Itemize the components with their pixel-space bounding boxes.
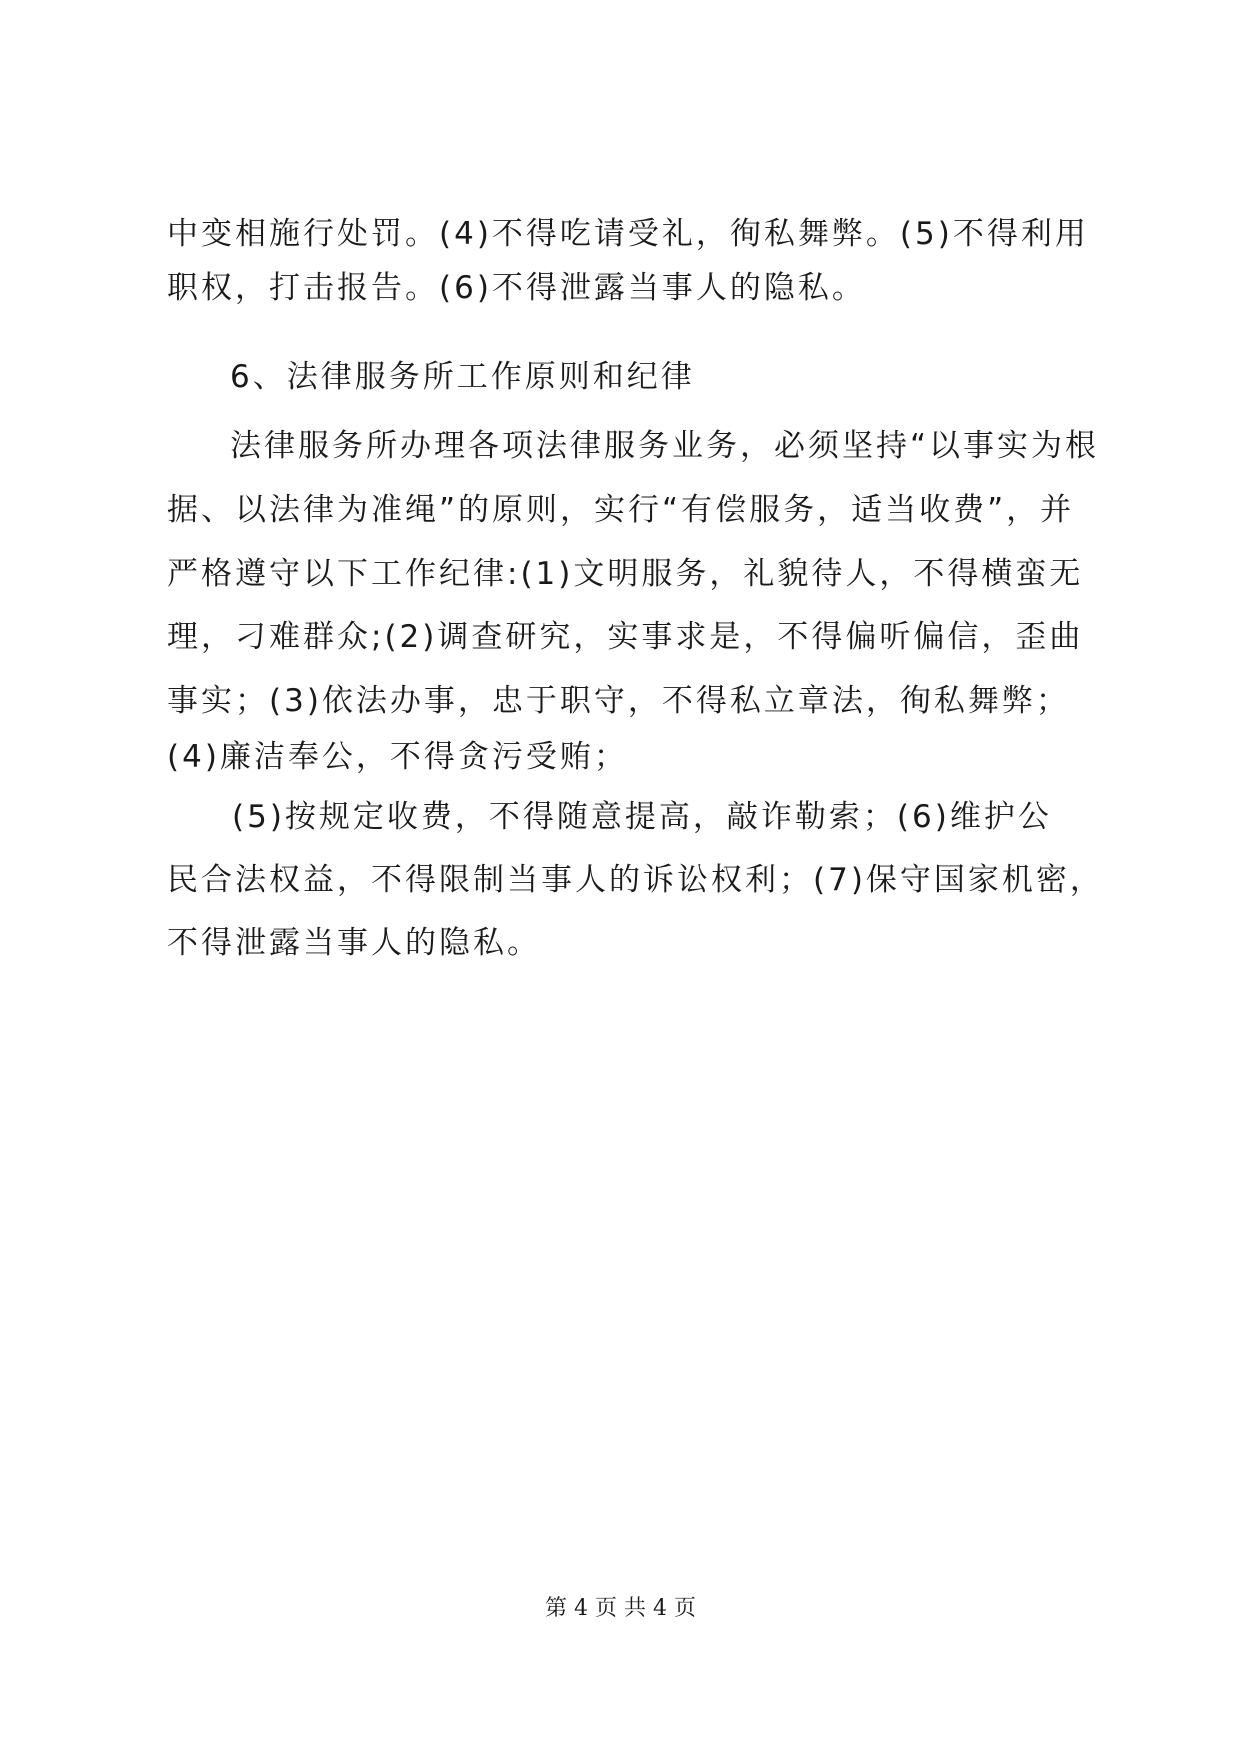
text-line: 事实；(3)依法办事，忠于职守，不得私立章法，徇私舞弊；: [167, 683, 1070, 719]
text-line: 中变相施行处罚。(4)不得吃请受礼，徇私舞弊。(5)不得利用: [167, 216, 1089, 252]
text-line: 理，刁难群众;(2)调查研究，实事求是，不得偏听偏信，歪曲: [167, 619, 1084, 655]
text-line: 据、以法律为准绳”的原则，实行“有偿服务，适当收费”，并: [167, 492, 1075, 528]
text-line: 不得泄露当事人的隐私。: [167, 925, 541, 961]
text-line: (5)按规定收费，不得随意提高，敲诈勒索；(6)维护公: [232, 799, 1052, 835]
page-number-footer: 第 4 页 共 4 页: [545, 1596, 696, 1621]
text-line: (4)廉洁奉公，不得贪污受贿；: [167, 739, 628, 775]
text-line: 严格遵守以下工作纪律:(1)文明服务，礼貌待人，不得横蛮无: [167, 556, 1084, 592]
text-line: 法律服务所办理各项法律服务业务，必须坚持“以事实为根: [230, 428, 1100, 464]
text-line: 职权，打击报告。(6)不得泄露当事人的隐私。: [167, 270, 866, 306]
section-heading: 6、法律服务所工作原则和纪律: [230, 359, 695, 395]
text-line: 民合法权益，不得限制当事人的诉讼权利；(7)保守国家机密，: [167, 862, 1104, 898]
